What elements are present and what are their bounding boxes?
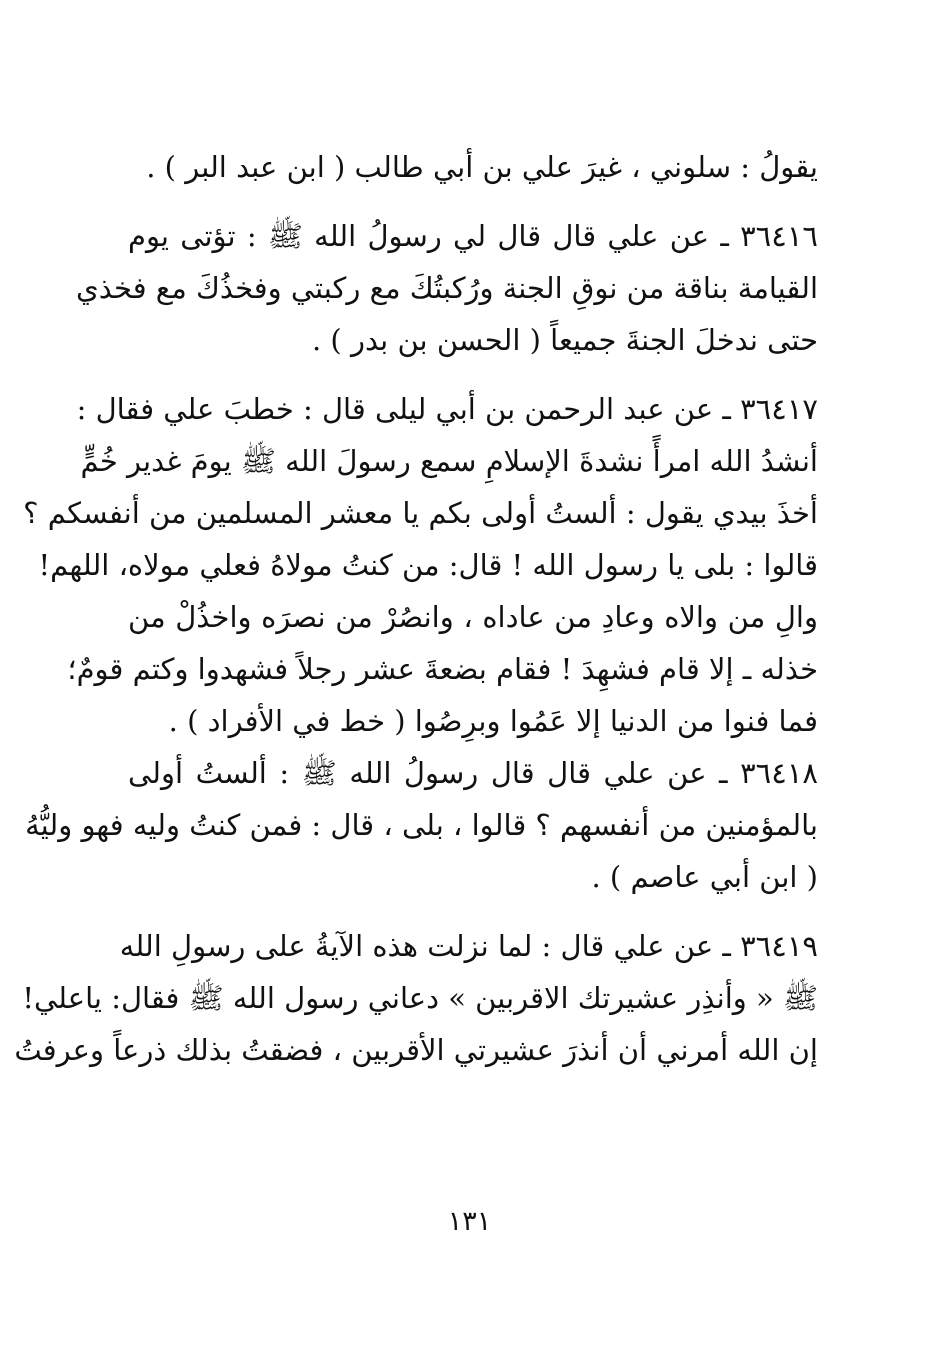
text-line: حتى ندخلَ الجنةَ جميعاً ( الحسن بن بدر ) . <box>311 323 818 357</box>
text-line: ( ابن أبي عاصم ) . <box>591 860 818 894</box>
paragraph-gap <box>128 910 818 927</box>
paragraph-hadith-36419 <box>14 927 818 1083</box>
text-line: أخذَ بيدي يقول : ألستُ أولى بكم يا معشر المسلمين من أنفسكم ؟ <box>23 496 818 530</box>
paragraph-intro <box>128 148 818 200</box>
paragraph-gap <box>128 200 818 217</box>
paragraph-hadith-36418 <box>25 754 818 910</box>
text-line: ﷺ « وأنذِر عشيرتك الاقربين » دعاني رسول الله ﷺ فقال: ياعلي! <box>22 981 818 1015</box>
text-line: أنشدُ الله امرأً نشدةَ الإسلامِ سمع رسولَ الله ﷺ يومَ غدير خُمٍّ <box>80 444 818 478</box>
page-number: ١٣١ <box>447 1206 492 1237</box>
paragraph-hadith-36416 <box>76 217 818 373</box>
text-line: قالوا : بلى يا رسول الله ! قال: من كنتُ مولاهُ فعلي مولاه، اللهم! <box>38 548 818 582</box>
paragraph-gap <box>128 373 818 390</box>
page-body <box>14 148 818 1083</box>
text-line: ٣٦٤١٩ ـ عن علي قال : لما نزلت هذه الآيةُ على رسولِ الله <box>119 929 818 963</box>
text-line: ٣٦٤١٧ ـ عن عبد الرحمن بن أبي ليلى قال : خطبَ علي فقال : <box>76 392 818 426</box>
text-line: القيامة بناقة من نوقِ الجنة ورُكبتُكَ مع ركبتي وفخذُكَ مع فخذي <box>76 271 818 305</box>
text-line: فما فنوا من الدنيا إلا عَمُوا وبرِصُوا ( خط في الأفراد ) . <box>168 704 818 738</box>
text-line: خذله ـ إلا قام فشهِدَ ! فقام بضعةَ عشر رجلاً فشهدوا وكتم قومٌ؛ <box>67 652 818 686</box>
paragraph-hadith-36417 <box>23 390 818 754</box>
text-line: ٣٦٤١٦ ـ عن علي قال قال لي رسولُ الله ﷺ : تؤتى يوم <box>128 219 818 253</box>
text-line: بالمؤمنين من أنفسهم ؟ قالوا ، بلى ، قال : فمن كنتُ وليه فهو وليُّهُ <box>25 808 818 842</box>
text-line: والِ من والاه وعادِ من عاداه ، وانصُرْ من نصرَه واخذُلْ من <box>128 600 818 634</box>
text-line: يقولُ : سلوني ، غيرَ علي بن أبي طالب ( ابن عبد البر ) . <box>146 150 818 184</box>
text-line: ٣٦٤١٨ ـ عن علي قال قال رسولُ الله ﷺ : ألستُ أولى <box>128 756 818 790</box>
text-line: إن الله أمرني أن أنذرَ عشيرتي الأقربين ، فضقتُ بذلك ذرعاً وعرفتُ <box>14 1033 818 1067</box>
